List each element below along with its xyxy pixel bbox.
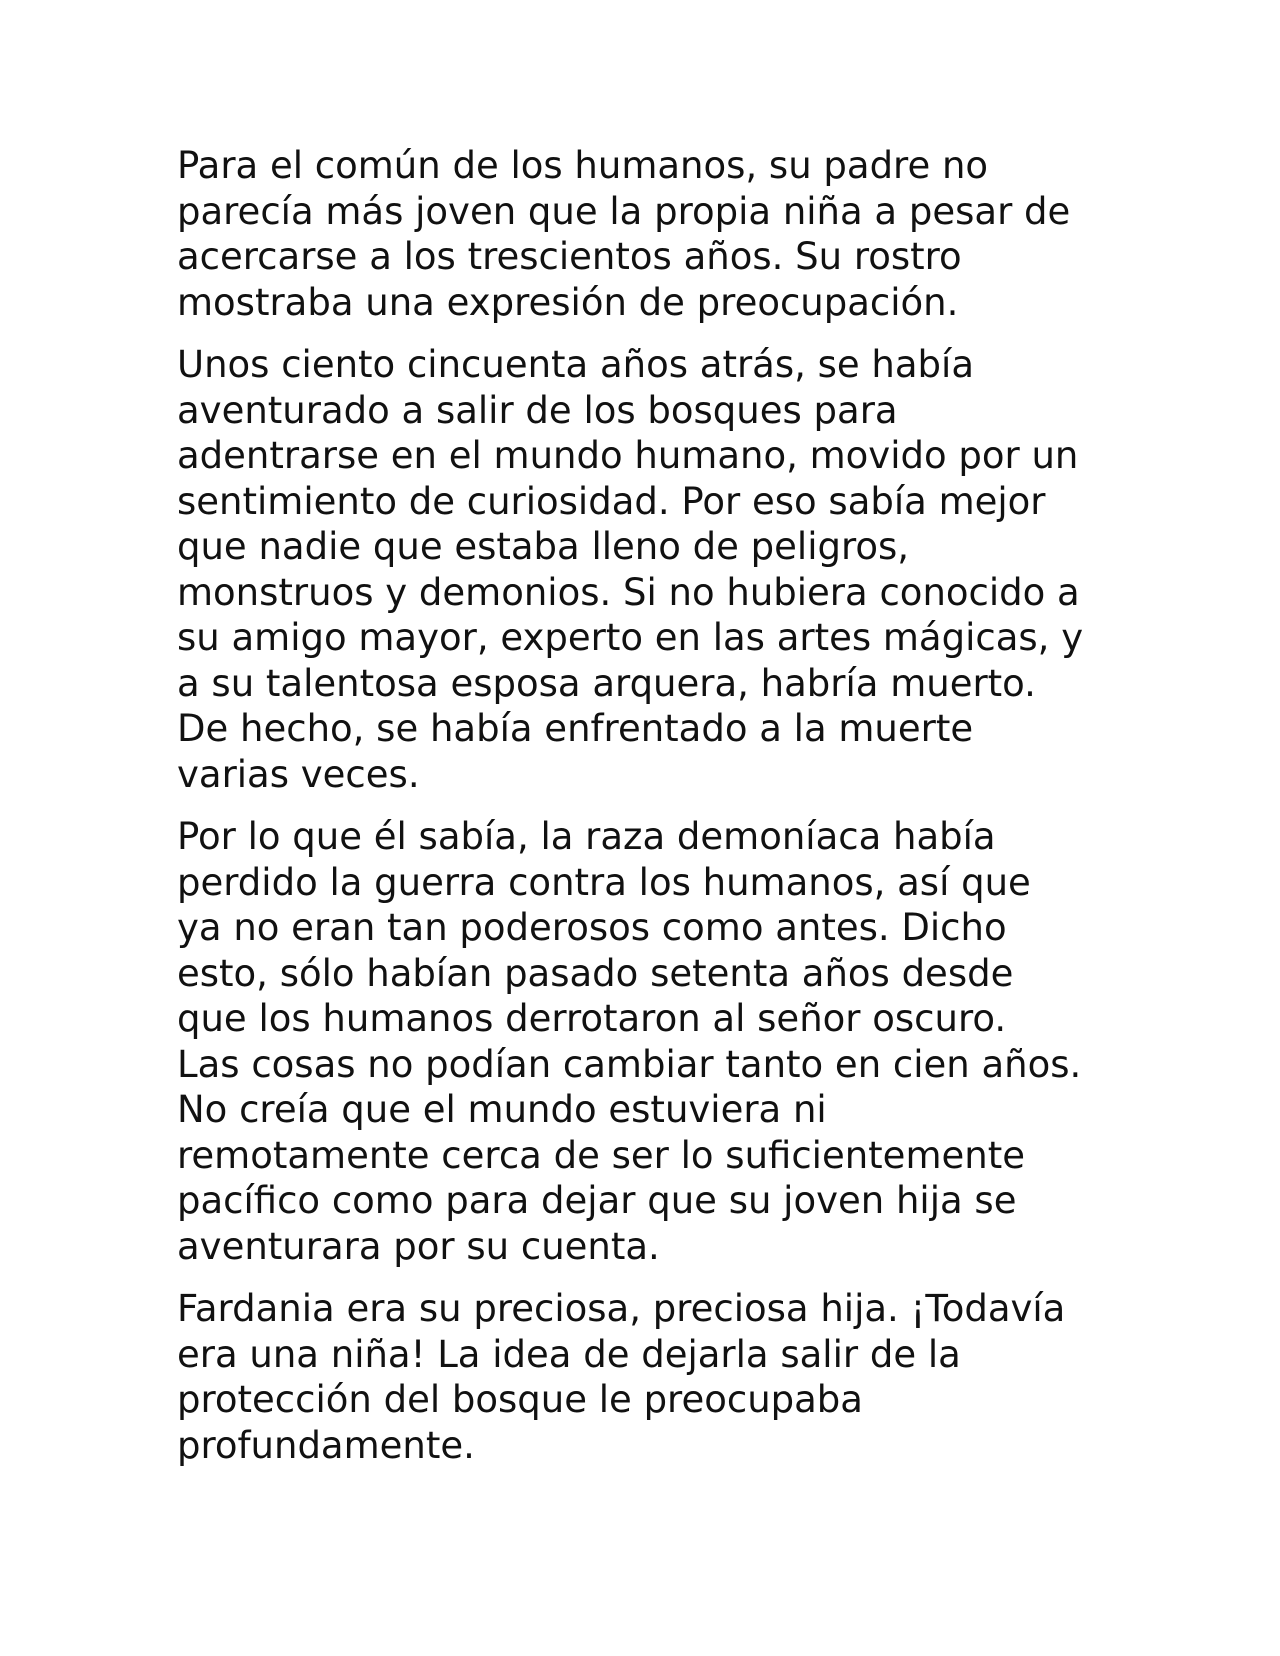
text-line: perdido la guerra contra los humanos, así que bbox=[177, 860, 1031, 904]
text-line: mostraba una expresión de preocupación. bbox=[177, 280, 959, 324]
text-line: No creía que el mundo estuviera ni bbox=[177, 1088, 827, 1131]
text-line: remotamente cerca de ser lo suficientemente bbox=[177, 1133, 1025, 1177]
text-line: adentrarse en el mundo humano, movido por un bbox=[177, 434, 1079, 477]
paragraph-2 bbox=[177, 342, 1137, 797]
text-line: Para el común de los humanos, su padre no bbox=[177, 144, 989, 187]
text-line: Fardania era su preciosa, preciosa hija. ¡Todavía bbox=[177, 1287, 1066, 1330]
text-line: era una niña! La idea de dejarla salir de la bbox=[177, 1332, 961, 1376]
text-line: varias veces. bbox=[177, 752, 420, 796]
text-line: profundamente. bbox=[177, 1423, 475, 1467]
text-line: su amigo mayor, experto en las artes mágicas, y bbox=[177, 616, 1084, 659]
text-line: monstruos y demonios. Si no hubiera conocido a bbox=[177, 570, 1080, 614]
text-line: pacífico como para dejar que su joven hija se bbox=[177, 1179, 1017, 1222]
text-line: De hecho, se había enfrentado a la muerte bbox=[177, 707, 974, 750]
paragraph-4 bbox=[177, 1286, 1137, 1468]
paragraph-1 bbox=[177, 143, 1137, 325]
text-line: aventurado a salir de los bosques para bbox=[177, 388, 898, 432]
text-line: acercarse a los trescientos años. Su rostro bbox=[177, 235, 962, 278]
document-page bbox=[177, 143, 1137, 1485]
text-line: Por lo que él sabía, la raza demoníaca había bbox=[177, 815, 996, 858]
text-line: esto, sólo habían pasado setenta años desde bbox=[177, 951, 1014, 995]
text-line: protección del bosque le preocupaba bbox=[177, 1378, 863, 1421]
text-line: que nadie que estaba lleno de peligros, bbox=[177, 525, 910, 568]
text-line: que los humanos derrotaron al señor oscuro. bbox=[177, 997, 1007, 1040]
text-line: Las cosas no podían cambiar tanto en cien años. bbox=[177, 1042, 1082, 1086]
text-line: sentimiento de curiosidad. Por eso sabía mejor bbox=[177, 479, 1046, 523]
text-line: ya no eran tan poderosos como antes. Dicho bbox=[177, 906, 1007, 949]
text-line: a su talentosa esposa arquera, habría muerto. bbox=[177, 661, 1036, 705]
text-line: Unos ciento cincuenta años atrás, se había bbox=[177, 343, 974, 386]
text-line: parecía más joven que la propia niña a pesar de bbox=[177, 189, 1071, 233]
paragraph-3 bbox=[177, 814, 1137, 1269]
text-line: aventurara por su cuenta. bbox=[177, 1224, 660, 1268]
